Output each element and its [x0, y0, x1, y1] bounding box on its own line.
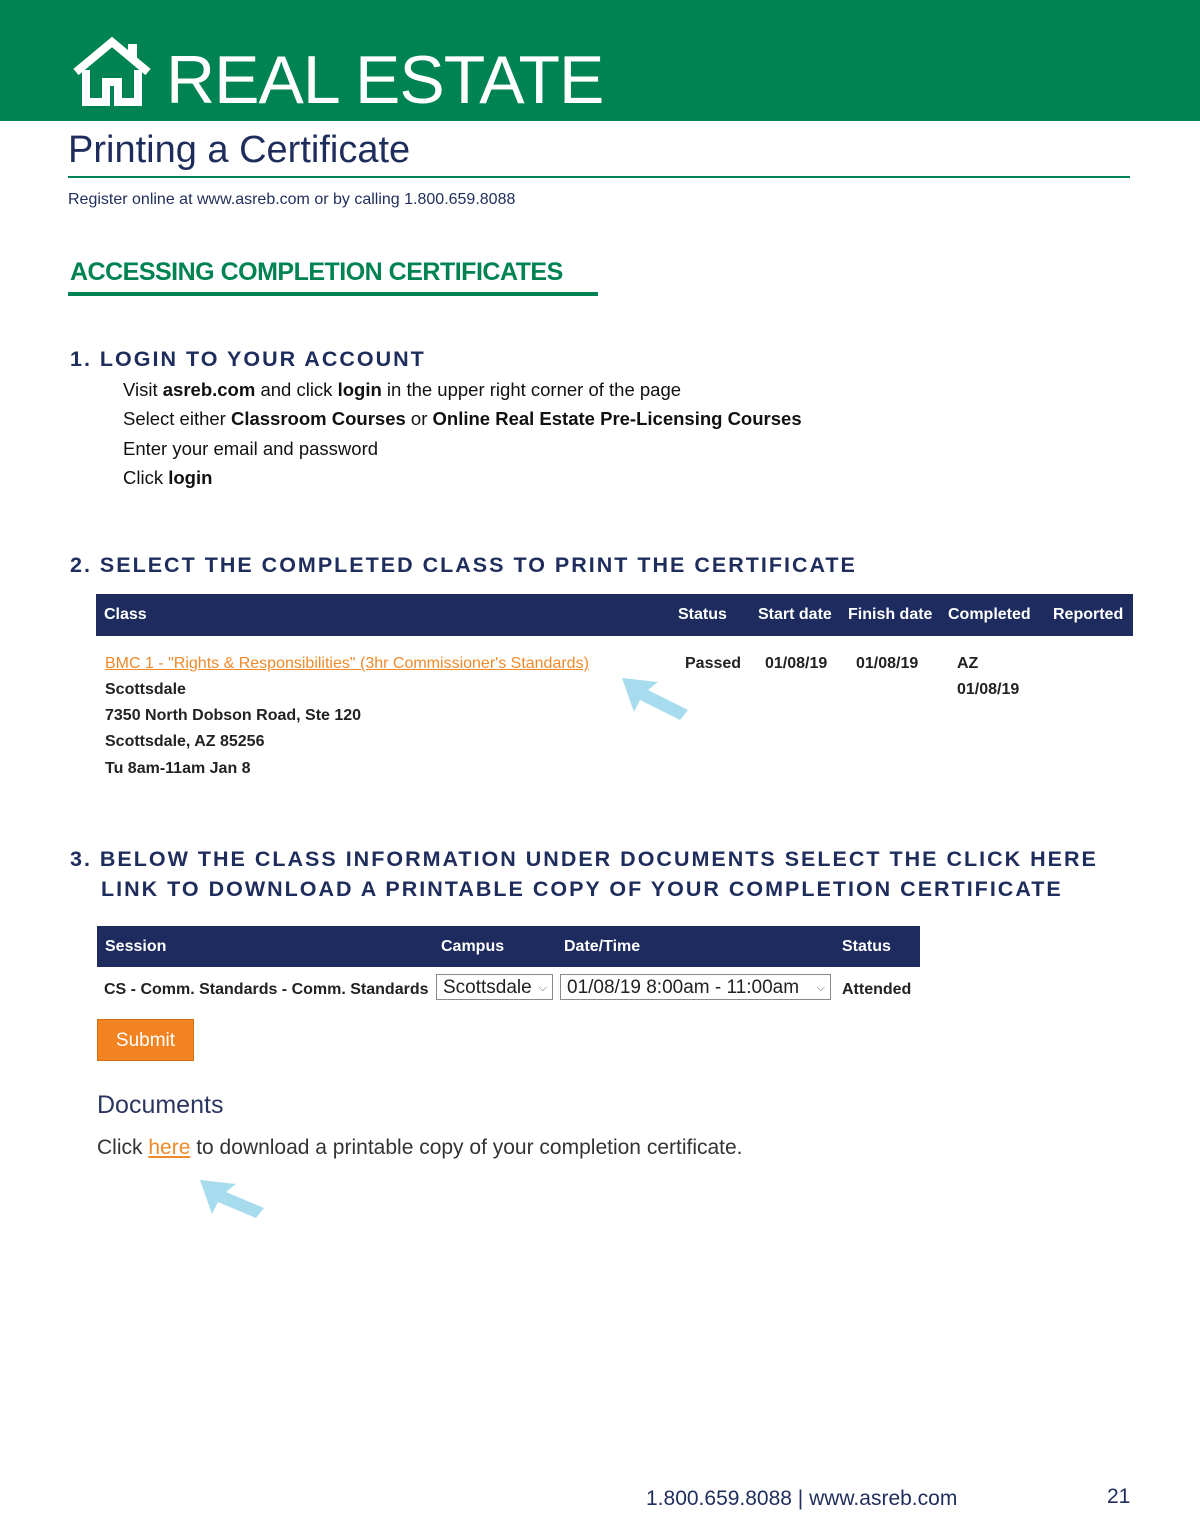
class-schedule: Tu 8am-11am Jan 8 — [105, 760, 251, 777]
step3-heading-line2: LINK TO DOWNLOAD A PRINTABLE COPY OF YOUR COMPLETION CERTIFICATE — [101, 877, 1063, 901]
here-link[interactable]: here — [148, 1136, 191, 1159]
column-header-session: Session — [105, 938, 167, 955]
class-finish-date: 01/08/19 — [856, 655, 919, 672]
column-header-class: Class — [104, 606, 147, 623]
submit-button[interactable]: Submit — [97, 1019, 194, 1061]
column-header-start-date: Start date — [758, 606, 832, 623]
header-banner — [0, 0, 1200, 121]
pointer-arrow-icon — [196, 1176, 268, 1222]
column-header-status: Status — [678, 606, 727, 623]
brand-title: REAL ESTATE — [166, 42, 604, 118]
pointer-arrow-icon — [618, 674, 692, 724]
class-location: Scottsdale — [105, 681, 186, 698]
step3-heading-line1: 3. BELOW THE CLASS INFORMATION UNDER DOCUMENTS SELECT THE CLICK HERE — [70, 847, 1098, 871]
chevron-down-icon: ⌵ — [538, 982, 547, 994]
step1-instruction-2: Select either Classroom Courses or Online Real Estate Pre-Licensing Courses — [123, 408, 802, 429]
step1-instruction-4: Click login — [123, 467, 213, 488]
documents-line: Click here to download a printable copy of your completion certificate. — [97, 1136, 743, 1159]
footer-contact: 1.800.659.8088 | www.asreb.com — [646, 1487, 958, 1510]
step2-heading: 2. SELECT THE COMPLETED CLASS TO PRINT THE CERTIFICATE — [70, 553, 857, 577]
campus-select[interactable] — [436, 974, 553, 1000]
page-number: 21 — [1107, 1485, 1131, 1508]
course-link[interactable]: BMC 1 - "Rights & Responsibilities" (3hr Commissioner's Standards) — [105, 655, 589, 672]
class-start-date: 01/08/19 — [765, 655, 828, 672]
class-completed-date: 01/08/19 — [957, 681, 1020, 698]
house-icon — [70, 36, 154, 106]
campus-select-value: Scottsdale — [443, 977, 532, 998]
step1-instruction-1: Visit asreb.com and click login in the upper right corner of the page — [123, 379, 682, 400]
class-completed-state: AZ — [957, 655, 979, 672]
class-city: Scottsdale, AZ 85256 — [105, 733, 265, 750]
column-header-date-time: Date/Time — [564, 938, 641, 955]
column-header-status: Status — [842, 938, 891, 955]
documents-title: Documents — [97, 1091, 224, 1119]
datetime-select[interactable] — [560, 974, 831, 1000]
step1-heading: 1. LOGIN TO YOUR ACCOUNT — [70, 347, 426, 371]
title-divider — [68, 176, 1130, 178]
column-header-campus: Campus — [441, 938, 505, 955]
section-divider — [68, 292, 598, 296]
section-heading: ACCESSING COMPLETION CERTIFICATES — [70, 258, 563, 286]
session-name: CS - Comm. Standards - Comm. Standards — [104, 981, 429, 998]
class-table-header — [96, 594, 1133, 636]
step1-instruction-3: Enter your email and password — [123, 438, 379, 459]
datetime-select-value: 01/08/19 8:00am - 11:00am — [567, 977, 800, 998]
chevron-down-icon: ⌵ — [816, 982, 825, 994]
register-line: Register online at www.asreb.com or by calling 1.800.659.8088 — [68, 191, 516, 208]
class-row — [105, 654, 589, 674]
session-status: Attended — [842, 981, 912, 998]
session-table-header — [97, 926, 920, 967]
column-header-completed: Completed — [948, 606, 1031, 623]
class-address: 7350 North Dobson Road, Ste 120 — [105, 707, 362, 724]
class-status: Passed — [685, 655, 742, 672]
column-header-finish-date: Finish date — [848, 606, 933, 623]
page-title: Printing a Certificate — [68, 129, 411, 171]
column-header-reported: Reported — [1053, 606, 1124, 623]
